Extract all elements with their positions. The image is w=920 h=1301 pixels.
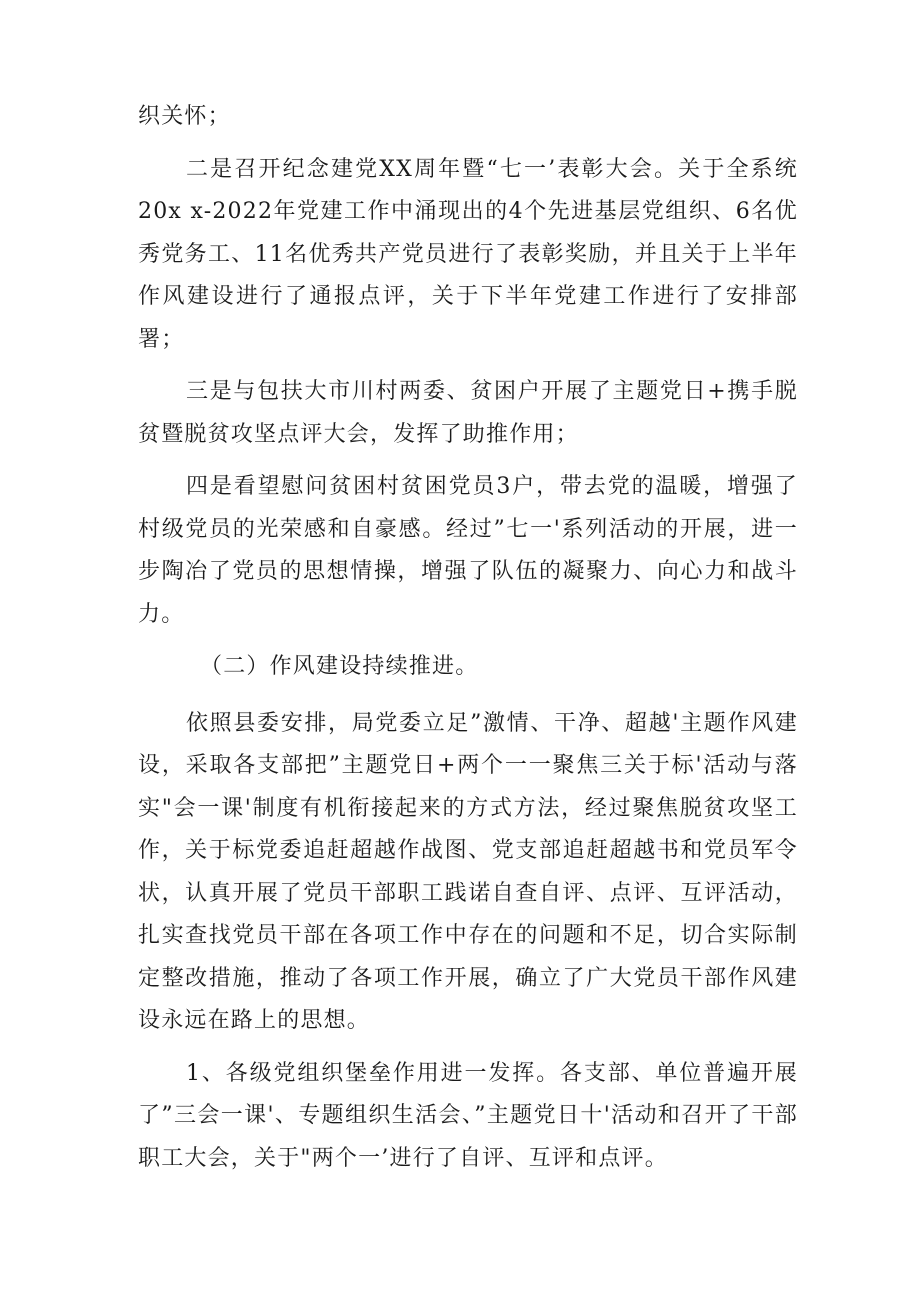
section-heading-work-style: （二）作风建设持续推进。 (200, 654, 479, 679)
paragraph-work-style-construction: 依照县委安排，局党委立足”激情、干净、超越'主题作风建设，采取各支部把”主题党日+两个一一聚焦三关于标'活动与落实"会一课'制度有机衔接起来的方式方法，经过聚焦脱贫攻坚工作，关于标党委追赶超越作战图、党支部追赶超越书和党员军令状，认真开展了党员干部职工践诺自查自评、点评、互评活动，扎实查找党员干部在各项工作中存在的问题和不足，切合实际制定整改措施，推动了各项工作开展，确立了广大党员干部作风建设永远在路上的思想。 (138, 710, 798, 1033)
paragraph-commemoration-meeting: 二是召开纪念建党XX周年暨“七一’表彰大会。关于全系统20x x-2022年党建工作中涌现出的4个先进基层党组织、6名优秀党务工、11名优秀共产党员进行了表彰奖励，并且关于上半年作风建设进行了通报点评，关于下半年党建工作进行了安排部署； (138, 156, 798, 352)
paragraph-poverty-village-event: 三是与包扶大市川村两委、贫困户开展了主题党日+携手脱贫暨脱贫攻坚点评大会，发挥了助推作用； (138, 379, 798, 447)
paragraph-visit-poor-members: 四是看望慰问贫困村贫困党员3户，带去党的温暖，增强了村级党员的光荣感和自豪感。经过”七一'系列活动的开展，进一步陶冶了党员的思想情操，增强了队伍的凝聚力、向心力和战斗力。 (138, 474, 798, 627)
document-body (138, 96, 798, 1190)
paragraph-continuation: 织关怀； (138, 104, 231, 129)
paragraph-party-organization-role: 1、各级党组织堡垒作用进一发挥。各支部、单位普遍开展了”三会一课'、专题组织生活会、”主题党日十'活动和召开了干部职工大会，关于"两个一’进行了自评、互评和点评。 (138, 1060, 798, 1171)
